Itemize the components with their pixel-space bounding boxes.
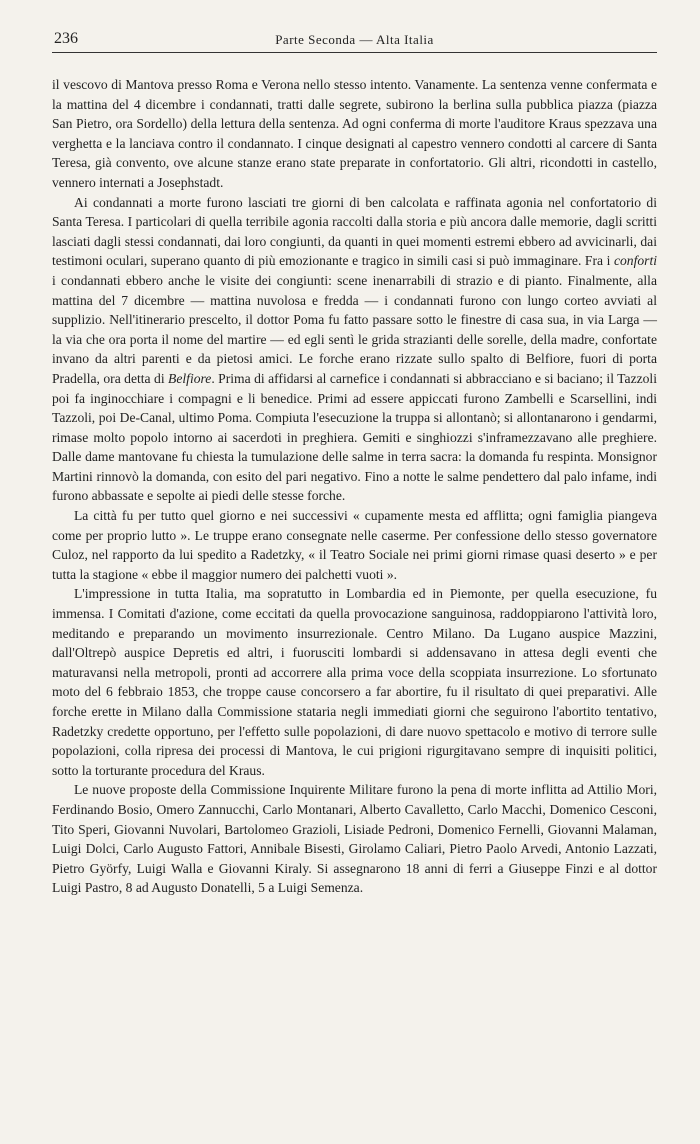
- paragraph-text: Le nuove proposte della Commissione Inquirente Militare furono la pena di morte inflitta ad Attilio Mori, Ferdinando Bosio, Omero Zannucchi, Carlo Montanari, Alberto Cavalletto, Carlo Macchi, Domenico Cesconi, Tito Speri, Giovanni Nuvolari, Bartolomeo Grazioli, Lisiade Pedroni, Domenico Fernelli, Giovanni Malaman, Luigi Dolci, Carlo Augusto Fattori, Annibale Bisesti, Girolamo Caliari, Pietro Paolo Arvedi, Antonio Lazzati, Pietro Györfy, Luigi Walla e Giovanni Kiraly. Si assegnarono 18 anni di ferri a Giuseppe Finzi e al dottor Luigi Pastro, 8 ad Augusto Donatelli, 5 a Luigi Semenza.: [52, 782, 657, 896]
- paragraph-4: [52, 584, 657, 780]
- italic-term-belfiore: Belfiore: [168, 370, 212, 386]
- paragraph-2: [52, 193, 657, 507]
- paragraph-text: La città fu per tutto quel giorno e nei successivi « cupamente mesta ed afflitta; ogni famiglia piangeva come per proprio lutto ». Le truppe erano consegnate nelle caserme. Per confessione dello stesso governatore Culoz, nel rapporto da lui spedito a Radetzky, « il Teatro Sociale nei primi giorni rimase quasi deserto » e per tutta la stagione « ebbe il maggior numero dei palchetti vuoti ».: [52, 508, 657, 582]
- paragraph-1: [52, 75, 657, 193]
- running-title: Parte Seconda — Alta Italia: [275, 32, 434, 47]
- paragraph-text: Ai condannati a morte furono lasciati tre giorni di ben calcolata e raffinata agonia nel confortatorio di Santa Teresa. I particolari di quella terribile agonia raccolti dalla storia e più ancora dalle memorie, dagli scritti lasciati dagli stessi condannati, dai loro congiunti, da quanti in quei momenti estremi ebbero ad avvicinarli, dai testimoni oculari, superano quanto di più emozionante e tragico in simili casi si può immaginare. Fra i: [52, 194, 657, 269]
- paragraph-text: L'impressione in tutta Italia, ma sopratutto in Lombardia ed in Piemonte, per quella esecuzione, fu immensa. I Comitati d'azione, come eccitati da quella provocazione sanguinosa, raddoppiarono l'attività loro, meditando e preparando un movimento insurrezionale. Centro Milano. Da Lugano auspice Mazzini, dall'Oltrepò auspice Depretis ed altri, i fuorusciti lombardi si addensavano in attesa degli eventi che maturavansi nella metropoli, pronti ad accorrere alla prima voce della scoppiata insurrezione. Lo sfortunato moto del 6 febbraio 1853, che troppe cause concorsero a far abortire, fu il risultato di quei preparativi. Alle forche erette in Milano dalla Commissione stataria negli immediati giorni che seguirono l'abortito tentativo, Radetzky credette opportuno, per l'effetto sulle popolazioni, di dare nuovo spettacolo e motivo di terrore sulle popolazioni, colla ripresa dei processi di Mantova, le cui prigioni rigurgitavano sempre di inquisiti politici, sotto la torturante procedura del Kraus.: [52, 586, 657, 778]
- paragraph-text: il vescovo di Mantova presso Roma e Verona nello stesso intento. Vanamente. La sentenza venne confermata e la mattina del 4 dicembre i condannati, tratti dalle segrete, subirono la berlina sulla pubblica piazza (piazza San Pietro, ora Sordello) della lettura della sentenza. Ad ogni conferma di morte l'auditore Kraus spezzava una verghetta e la lanciava contro il condannato. I cinque designati al capestro vennero condotti al carcere di Santa Teresa, già convento, ove alcune stanze erano state preparate in confortatorio. Gli altri, ricondotti in castello, vennero internati a Josephstadt.: [52, 77, 657, 190]
- paragraph-text: i condannati ebbero anche le visite dei congiunti: scene inenarrabili di strazio e di pianto. Finalmente, alla mattina del 7 dicembre — mattina nuvolosa e fredda — i condannati furono con lungo corteo avviati al supplizio. Nell'itinerario prescelto, il dottor Poma fu fatto passare sotto le finestre di casa sua, in via Larga — la via che ora porta il nome del martire — ed egli sentì le grida strazianti delle sorelle, della madre, confortate invano da altri parenti e da pietosi amici. Le forche erano rizzate sullo spalto di Belfiore, fuori di porta Pradella, ora detta di: [52, 272, 657, 386]
- paragraph-5: [52, 780, 657, 898]
- book-page: [52, 26, 657, 898]
- paragraph-3: [52, 506, 657, 584]
- page-number: 236: [54, 30, 78, 47]
- page-body: [52, 75, 657, 898]
- paragraph-text: . Prima di affidarsi al carnefice i condannati si abbracciano e si baciano; il Tazzoli poi fa inginocchiare i compagni e li benedice. Primi ad essere appiccati furono Zambelli e Scarsellini, indi Tazzoli, poi De-Canal, ultimo Poma. Compiuta l'esecuzione la truppa si allontanò; si allontanarono i gendarmi, rimase molto popolo intorno ai sacerdoti in preghiera. Gemiti e singhiozzi s'inframezzavano alle preghiere. Dalle dame mantovane fu chiesta la tumulazione delle salme in terra sacra: la domanda fu respinta. Monsignor Martini rinnovò la domanda, con esito del pari negativo. Fino a notte le salme pendettero dal palo infame, indi furono abbassate e sepolte ai piedi delle stesse forche.: [52, 370, 657, 504]
- italic-term-conforti: conforti: [613, 253, 657, 269]
- running-header: [52, 26, 657, 53]
